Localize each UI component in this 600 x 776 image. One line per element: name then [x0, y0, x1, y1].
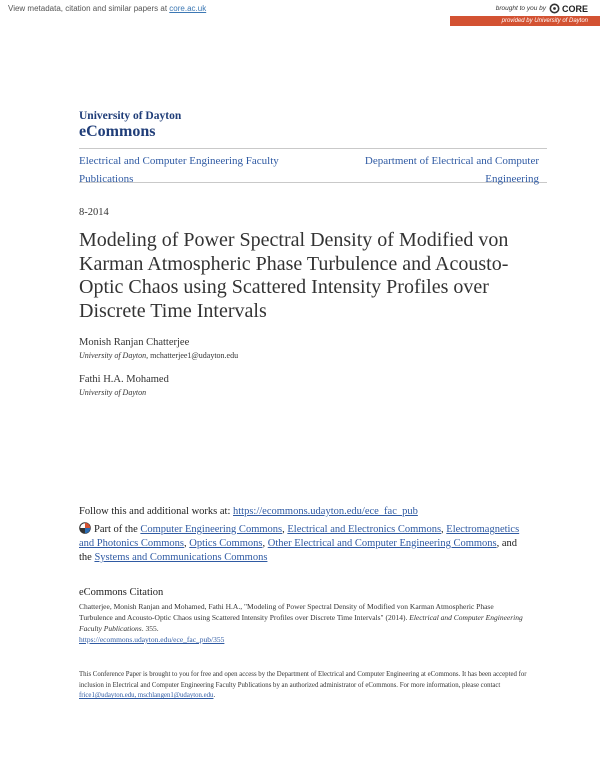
access-notice: This Conference Paper is brought to you for free and open access by the Department of Electrical and Computer Engineering at eCommons. It has been accepted for inclusion in Electrical and Computer Engineering Faculty Publications by an authorized administrator of eCommons. For more information, please contact frice1@udayton.edu, mschlangen1@udayton.edu. [79, 671, 527, 699]
top-bar [0, 0, 600, 26]
citation-block: Chatterjee, Monish Ranjan and Mohamed, Fathi H.A., "Modeling of Power Spectral Density of Modified von Karman Atmospheric Phase Turbulence and Acousto-Optic Chaos using Scattered Intensity Profiles over Discrete Time Intervals" (2014). Electrical and Computer Engineering Faculty Publications. 355. https://ecommons.udayton.edu/ece_fac_pub/355 [79, 602, 523, 644]
collections-bar [79, 148, 547, 183]
collection-left-line1[interactable]: Electrical and Computer Engineering Faculty [79, 155, 279, 167]
institution-header [79, 110, 181, 141]
core-logo[interactable]: CORE [549, 3, 588, 14]
repository-name[interactable]: eCommons [79, 123, 156, 140]
contact-email-link[interactable]: frice1@udayton.edu, mschlangen1@udayton.edu [79, 692, 214, 699]
university-name: University of Dayton [79, 110, 182, 122]
publication-date: 8-2014 [79, 207, 109, 218]
collection-left-line2[interactable]: Publications [79, 173, 134, 185]
collection-right-line1[interactable]: Department of Electrical and Computer [364, 155, 539, 167]
network-commons-icon [79, 522, 91, 534]
citation-url-link[interactable]: https://ecommons.udayton.edu/ece_fac_pub/355 [79, 635, 225, 644]
citation-venue: Electrical and Computer Engineering Faculty Publications [79, 613, 523, 633]
core-link[interactable]: core.ac.uk [169, 4, 207, 13]
commons-link[interactable]: Optics Commons [189, 538, 263, 549]
commons-link[interactable]: Systems and Communications Commons [94, 552, 268, 563]
follow-works: Follow this and additional works at: https://ecommons.udayton.edu/ece_fac_pub [79, 506, 418, 517]
author-name: Fathi H.A. Mohamed [79, 374, 169, 385]
commons-link[interactable]: Other Electrical and Computer Engineering Commons [267, 538, 497, 549]
citation-heading: eCommons Citation [79, 587, 164, 598]
collection-link-department[interactable] [329, 151, 539, 187]
collection-url-link[interactable]: https://ecommons.udayton.edu/ece_fac_pub [233, 506, 418, 517]
metadata-notice: View metadata, citation and similar papers at core.ac.uk [8, 4, 207, 13]
author-name: Monish Ranjan Chatterjee [79, 337, 190, 348]
commons-link[interactable]: Electromagnetics and Photonics Commons [79, 524, 520, 549]
author-affiliation: University of Dayton [79, 388, 147, 397]
author-affiliation: University of Dayton, mchatterjee1@udayton.edu [79, 351, 239, 360]
commons-link[interactable]: Computer Engineering Commons [140, 524, 283, 535]
collection-right-line2[interactable]: Engineering [485, 173, 539, 185]
core-icon [549, 3, 560, 14]
author-email[interactable]: mchatterjee1@udayton.edu [150, 351, 239, 360]
paper-title: Modeling of Power Spectral Density of Modified von Karman Atmospheric Phase Turbulence and Acousto-Optic Chaos using Scattered Intensity Profiles over Discrete Time Intervals [79, 229, 509, 322]
commons-link[interactable]: Electrical and Electronics Commons [287, 524, 442, 535]
brought-to-you-by: brought to you by CORE [495, 3, 588, 14]
collection-link-faculty-pubs[interactable] [79, 151, 299, 187]
provided-by-banner: provided by University of Dayton [450, 16, 600, 26]
part-of-commons: Part of the Computer Engineering Commons, Electrical and Electronics Commons, Electromagnetics and Photonics Commons, Optics Commons, Other Electrical and Computer Engineering Commons, and the Systems and Communications Commons [79, 524, 520, 563]
